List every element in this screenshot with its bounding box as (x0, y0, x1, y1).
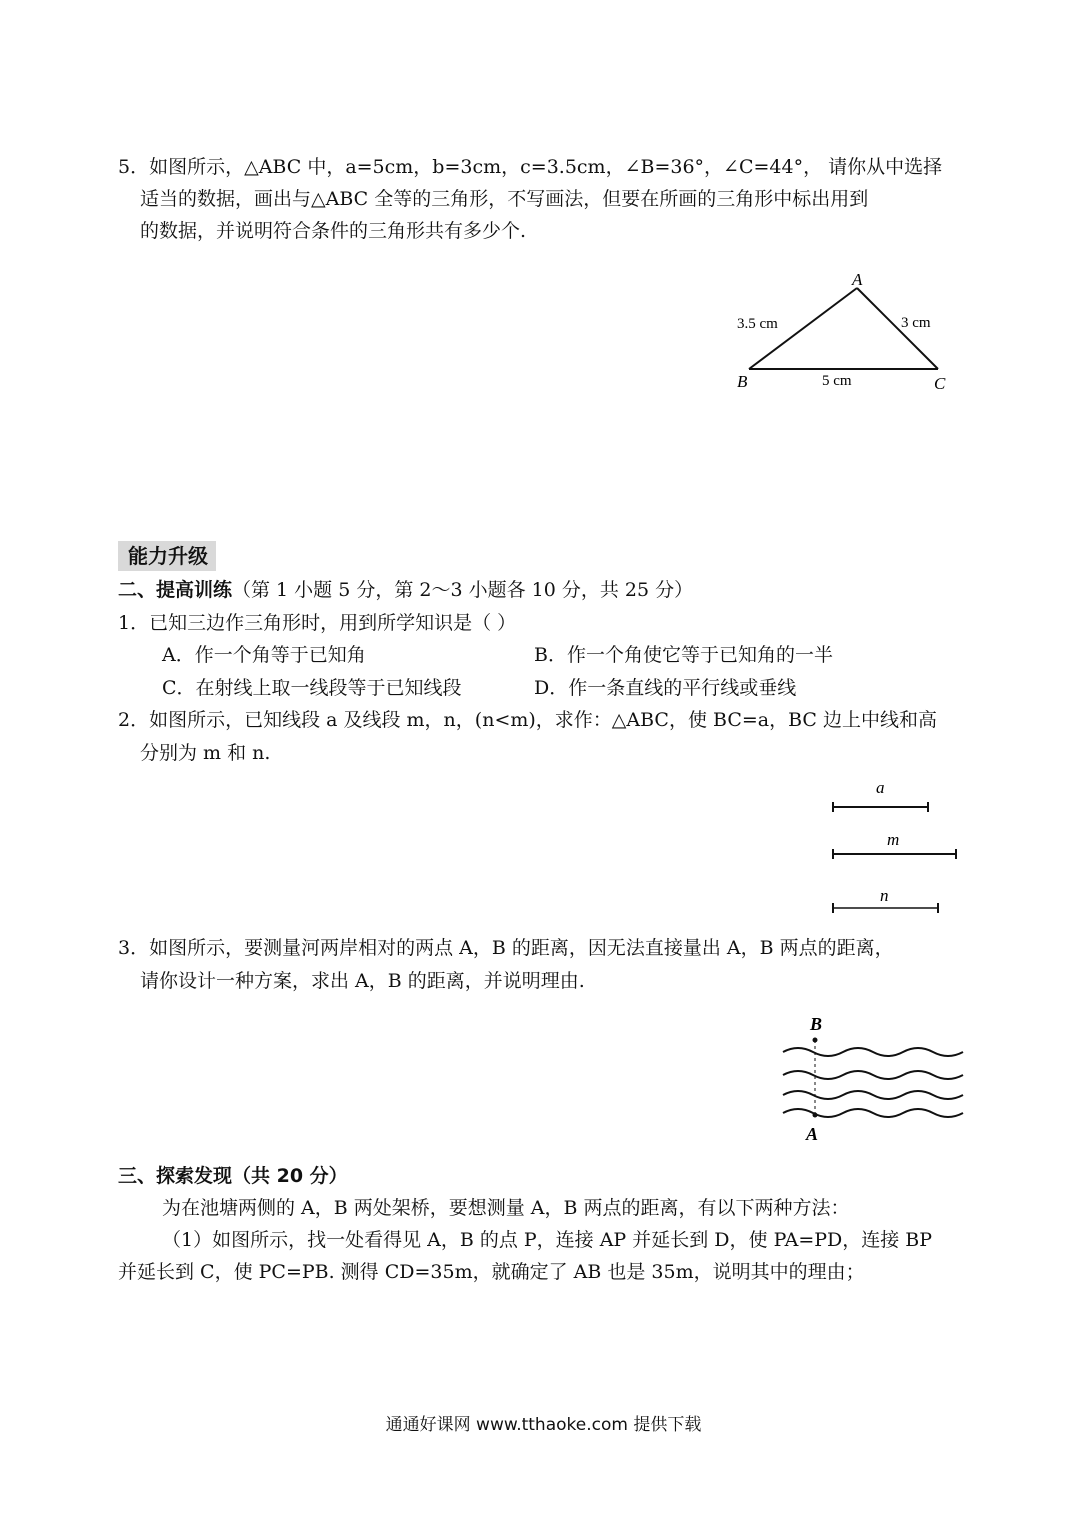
q5-line2: 适当的数据，画出与△ABC 全等的三角形，不写画法，但要在所画的三角形中标出用到 (140, 188, 869, 210)
segments-figure (825, 775, 965, 915)
q1-option-a: A．作一个角等于已知角 (162, 644, 366, 666)
q2-line1: 2．如图所示，已知线段 a 及线段 m，n，(n<m)，求作：△ABC，使 BC=a，BC 边上中线和高 (118, 709, 938, 731)
point-b-label: B (810, 1014, 823, 1034)
segment-n-label: n (880, 886, 889, 905)
section3-paragraph2: （1）如图所示，找一处看得见 A，B 的点 P，连接 AP 并延长到 D，使 PA=PD，连接 BP (162, 1229, 933, 1251)
side-bc-label: 5 cm (822, 373, 852, 389)
river-figure (775, 1010, 975, 1145)
segment-m-label: m (887, 830, 900, 849)
vertex-c-label: C (934, 374, 946, 393)
triangle-abc-figure (725, 265, 965, 400)
section3-paragraph1: 为在池塘两侧的 A，B 两处架桥，要想测量 A，B 两点的距离，有以下两种方法： (162, 1197, 850, 1219)
q3-line1: 3．如图所示，要测量河两岸相对的两点 A，B 的距离，因无法直接量出 A，B 两点的距离， (118, 937, 894, 959)
q2-line2: 分别为 m 和 n. (140, 742, 271, 764)
section2-note: （第 1 小题 5 分，第 2～3 小题各 10 分，共 25 分） (232, 579, 694, 601)
section-ability-heading: 能力升级 (128, 544, 208, 568)
vertex-b-label: B (737, 372, 748, 391)
section3-paragraph3: 并延长到 C，使 PC=PB. 测得 CD=35m，就确定了 AB 也是 35m，说明其中的理由； (118, 1261, 865, 1283)
vertex-a-label: A (852, 270, 863, 289)
page-footer: 通通好课网 www.tthaoke.com 提供下载 (385, 1415, 702, 1435)
q1-option-c: C．在射线上取一线段等于已知线段 (162, 677, 462, 699)
q5-line3: 的数据，并说明符合条件的三角形共有多少个. (140, 220, 527, 242)
side-ab-label: 3.5 cm (737, 316, 778, 332)
q1-option-b: B．作一个角使它等于已知角的一半 (534, 644, 833, 666)
section2-title: 二、提高训练 (118, 579, 233, 601)
q3-line2: 请你设计一种方案，求出 A，B 的距离，并说明理由. (140, 970, 585, 992)
q1-stem: 1．已知三边作三角形时，用到所学知识是（ ） (118, 612, 517, 634)
point-a-label: A (806, 1124, 819, 1144)
q1-option-d: D．作一条直线的平行线或垂线 (534, 677, 797, 699)
section3-title: 三、探索发现（共 20 分） (118, 1165, 348, 1187)
q5-line1: 5．如图所示，△ABC 中，a=5cm，b=3cm，c=3.5cm，∠B=36°，∠C=44°， 请你从中选择 (118, 156, 943, 178)
section2-heading (118, 577, 693, 603)
segment-a-label: a (876, 778, 885, 797)
side-ac-label: 3 cm (901, 315, 931, 331)
